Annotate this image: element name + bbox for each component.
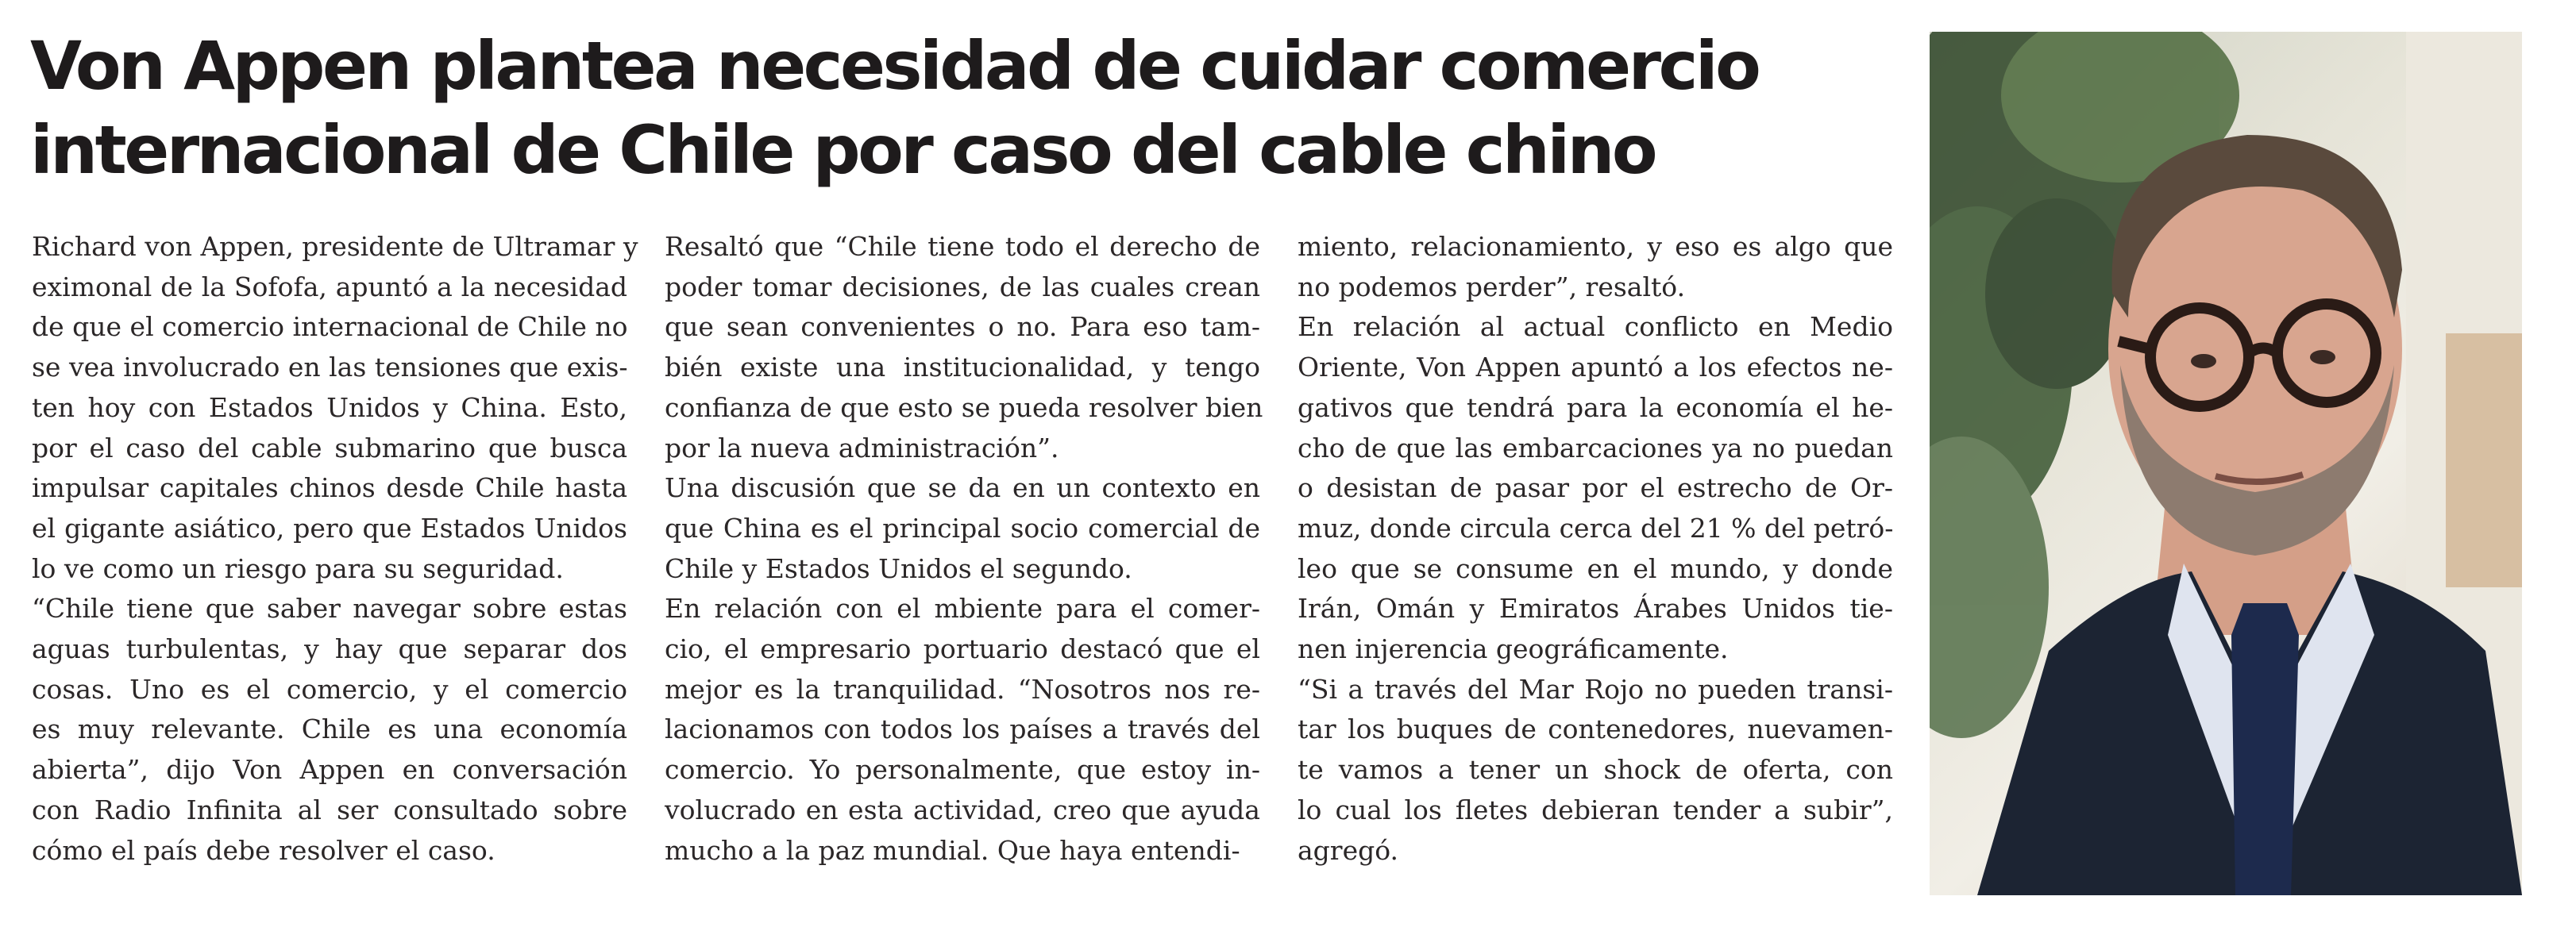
article-text-line: confianza de que esto se pueda resolver bien [665,391,1263,423]
article-text-line: miento, relacionamiento, y eso es algo que [1298,231,1893,262]
article-headline [30,24,1904,192]
article-text-line: ten hoy con Estados Unidos y China. Esto, [32,391,627,423]
body-column-1 [32,227,638,871]
article-text-line: impulsar capitales chinos desde Chile hasta [32,472,627,504]
article-text-line: abierta”, dijo Von Appen en conversación [32,754,627,786]
article-text-line: el gigante asiático, pero que Estados Unidos [32,512,627,544]
article-text-line: Oriente, Von Appen apuntó a los efectos ne- [1298,352,1893,383]
article-text-line: “Si a través del Mar Rojo no pueden transi- [1298,673,1893,705]
article-text-line: que China es el principal socio comercial de [665,512,1260,544]
article-text-line: se vea involucrado en las tensiones que exis- [32,352,628,383]
article-text-line: Richard von Appen, presidente de Ultramar y [32,231,638,262]
article-text-line: En relación al actual conflicto en Medio [1298,311,1893,343]
article-text-line: por el caso del cable submarino que busca [32,432,627,464]
article-text-line: o desistan de pasar por el estrecho de Or- [1298,472,1893,504]
article-text-line: que sean convenientes o no. Para eso tam- [665,311,1260,343]
article-text-line: “Chile tiene que saber navegar sobre estas [32,593,627,625]
article-text-line: lacionamos con todos los países a través del [665,714,1260,745]
article-text-line: por la nueva administración”. [665,432,1059,464]
article-text-line: lo cual los fletes debieran tender a subir”, [1298,794,1893,825]
article-text-line: mucho a la paz mundial. Que haya entendi- [665,834,1240,866]
body-column-3 [1298,227,1893,871]
article-text-line: gativos que tendrá para la economía el he- [1298,391,1893,423]
article-text-line: leo que se consume en el mundo, y donde [1298,552,1893,584]
article-text-line: lo ve como un riesgo para su seguridad. [32,552,564,584]
article-text-line: Una discusión que se da en un contexto en [665,472,1260,504]
article-text-line: cio, el empresario portuario destacó que el [665,633,1260,665]
article-text-line: aguas turbulentas, y hay que separar dos [32,633,627,665]
article-text-line: tar los buques de contenedores, nuevamen- [1298,714,1893,745]
headline-line: Von Appen plantea necesidad de cuidar comercio [30,27,1759,105]
article-text-line: cosas. Uno es el comercio, y el comercio [32,673,627,705]
article-text-line: cho de que las embarcaciones ya no puedan [1298,432,1893,464]
article-text-line: bién existe una institucionalidad, y tengo [665,352,1260,383]
article-text-line: nen injerencia geográficamente. [1298,633,1729,665]
article-text-line: poder tomar decisiones, de las cuales crean [665,271,1260,302]
article-text-line: no podemos perder”, resaltó. [1298,271,1686,302]
portrait-photo [1930,32,2522,895]
article-text-line: Chile y Estados Unidos el segundo. [665,552,1132,584]
article-text-line: agregó. [1298,834,1399,866]
article-text-line: es muy relevante. Chile es una economía [32,714,627,745]
article-text-line: eximonal de la Sofofa, apuntó a la necesidad [32,271,627,302]
article-text-line: con Radio Infinita al ser consultado sobre [32,794,627,825]
headline-line: internacional de Chile por caso del cable chino [30,111,1656,189]
article-text-line: muz, donde circula cerca del 21 % del petró- [1298,512,1894,544]
article-text-line: comercio. Yo personalmente, que estoy in- [665,754,1260,786]
article-text-line: de que el comercio internacional de Chile no [32,311,628,343]
body-column-2 [665,227,1263,871]
article-text-line: Resaltó que “Chile tiene todo el derecho de [665,231,1260,262]
article-text-line: volucrado en esta actividad, creo que ayuda [665,794,1260,825]
article-text-line: En relación con el mbiente para el comer- [665,593,1260,625]
article-text-line: mejor es la tranquilidad. “Nosotros nos re- [665,673,1260,705]
article-text-line: te vamos a tener un shock de oferta, con [1298,754,1893,786]
article-text-line: cómo el país debe resolver el caso. [32,834,496,866]
article-text-line: Irán, Omán y Emiratos Árabes Unidos tie- [1298,593,1893,625]
